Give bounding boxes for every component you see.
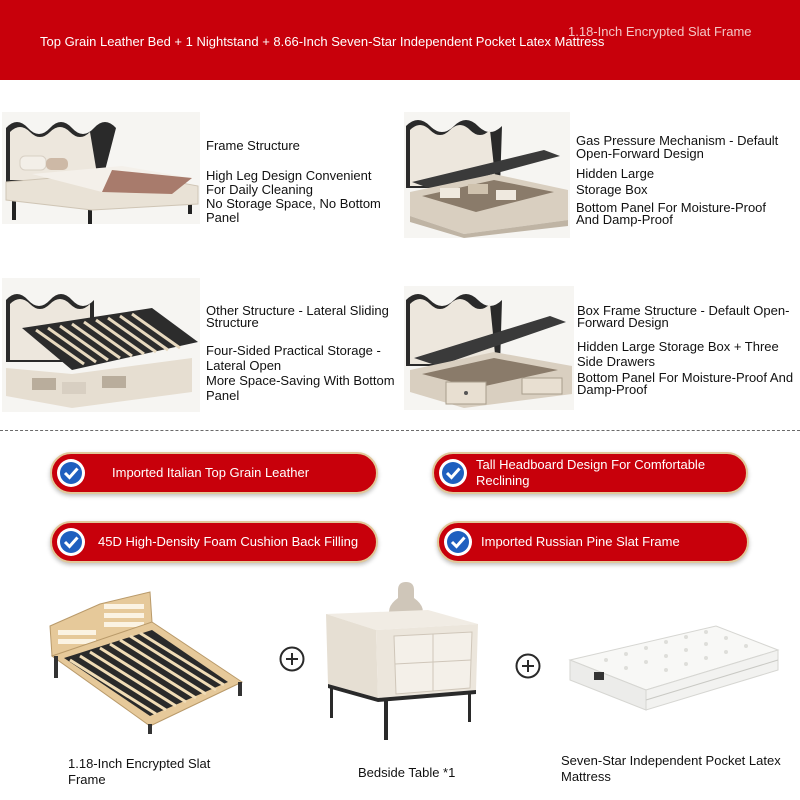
badge-leather xyxy=(50,452,378,494)
plus-circle-icon xyxy=(279,646,305,672)
badge-label: 45D High-Density Foam Cushion Back Filling xyxy=(98,534,359,549)
badge-headboard xyxy=(432,452,748,494)
feature-line: High Leg Design Convenient For Daily Cleaning xyxy=(206,168,372,197)
product-label-bedside-table: Bedside Table *1 xyxy=(358,765,456,780)
feature-line: Bottom Panel For Moisture-Proof And Damp-Proof xyxy=(576,200,767,227)
feature-frame-structure xyxy=(206,139,391,225)
header-banner xyxy=(0,0,800,80)
feature-line: Hidden Large Storage Box + Three Side Drawers xyxy=(577,339,779,369)
lateral-sliding-bed-image xyxy=(2,278,200,412)
product-label-mattress: Seven-Star Independent Pocket Latex Mattress xyxy=(561,753,781,784)
feature-line: Four-Sided Practical Storage - Lateral Open xyxy=(206,343,381,373)
feature-line: Hidden Large Storage Box xyxy=(576,166,655,197)
badge-foam xyxy=(50,521,378,563)
section-divider xyxy=(0,430,800,431)
feature-line: Bottom Panel For Moisture-Proof And Damp-Proof xyxy=(577,370,794,397)
latex-mattress-image xyxy=(566,620,780,716)
feature-box-frame xyxy=(577,305,795,396)
bedside-table-image xyxy=(322,580,482,744)
banner-subtitle: 1.18-Inch Encrypted Slat Frame xyxy=(568,24,752,39)
slat-frame-image xyxy=(40,586,246,736)
badge-pine-slat xyxy=(437,521,749,563)
badge-label: Imported Russian Pine Slat Frame xyxy=(481,534,680,549)
check-circle-icon xyxy=(56,527,86,557)
feature-heading: Box Frame Structure - Default Open-Forward Design xyxy=(577,303,790,330)
feature-heading: Frame Structure xyxy=(206,138,300,153)
banner-title: Top Grain Leather Bed + 1 Nightstand + 8.66-Inch Seven-Star Independent Pocket Latex Mattress xyxy=(40,34,605,49)
feature-lateral-sliding xyxy=(206,305,396,403)
check-circle-icon xyxy=(56,458,86,488)
product-label-slat-frame: 1.18-Inch Encrypted Slat Frame xyxy=(68,756,211,787)
badge-label: Imported Italian Top Grain Leather xyxy=(112,465,310,480)
badge-label: Tall Headboard Design For Comfortable Reclining xyxy=(476,457,706,488)
gas-pressure-bed-image xyxy=(404,112,570,238)
plus-circle-icon xyxy=(515,653,541,679)
feature-heading: Other Structure - Lateral Sliding Structure xyxy=(206,303,389,330)
feature-line: More Space-Saving With Bottom Panel xyxy=(206,373,395,403)
check-circle-icon xyxy=(438,458,468,488)
box-frame-bed-image xyxy=(404,286,574,410)
feature-gas-pressure xyxy=(576,134,786,226)
feature-heading: Gas Pressure Mechanism - Default Open-Forward Design xyxy=(576,133,779,161)
check-circle-icon xyxy=(443,527,473,557)
bed-frame-image xyxy=(2,112,200,224)
feature-line: No Storage Space, No Bottom Panel xyxy=(206,196,381,225)
